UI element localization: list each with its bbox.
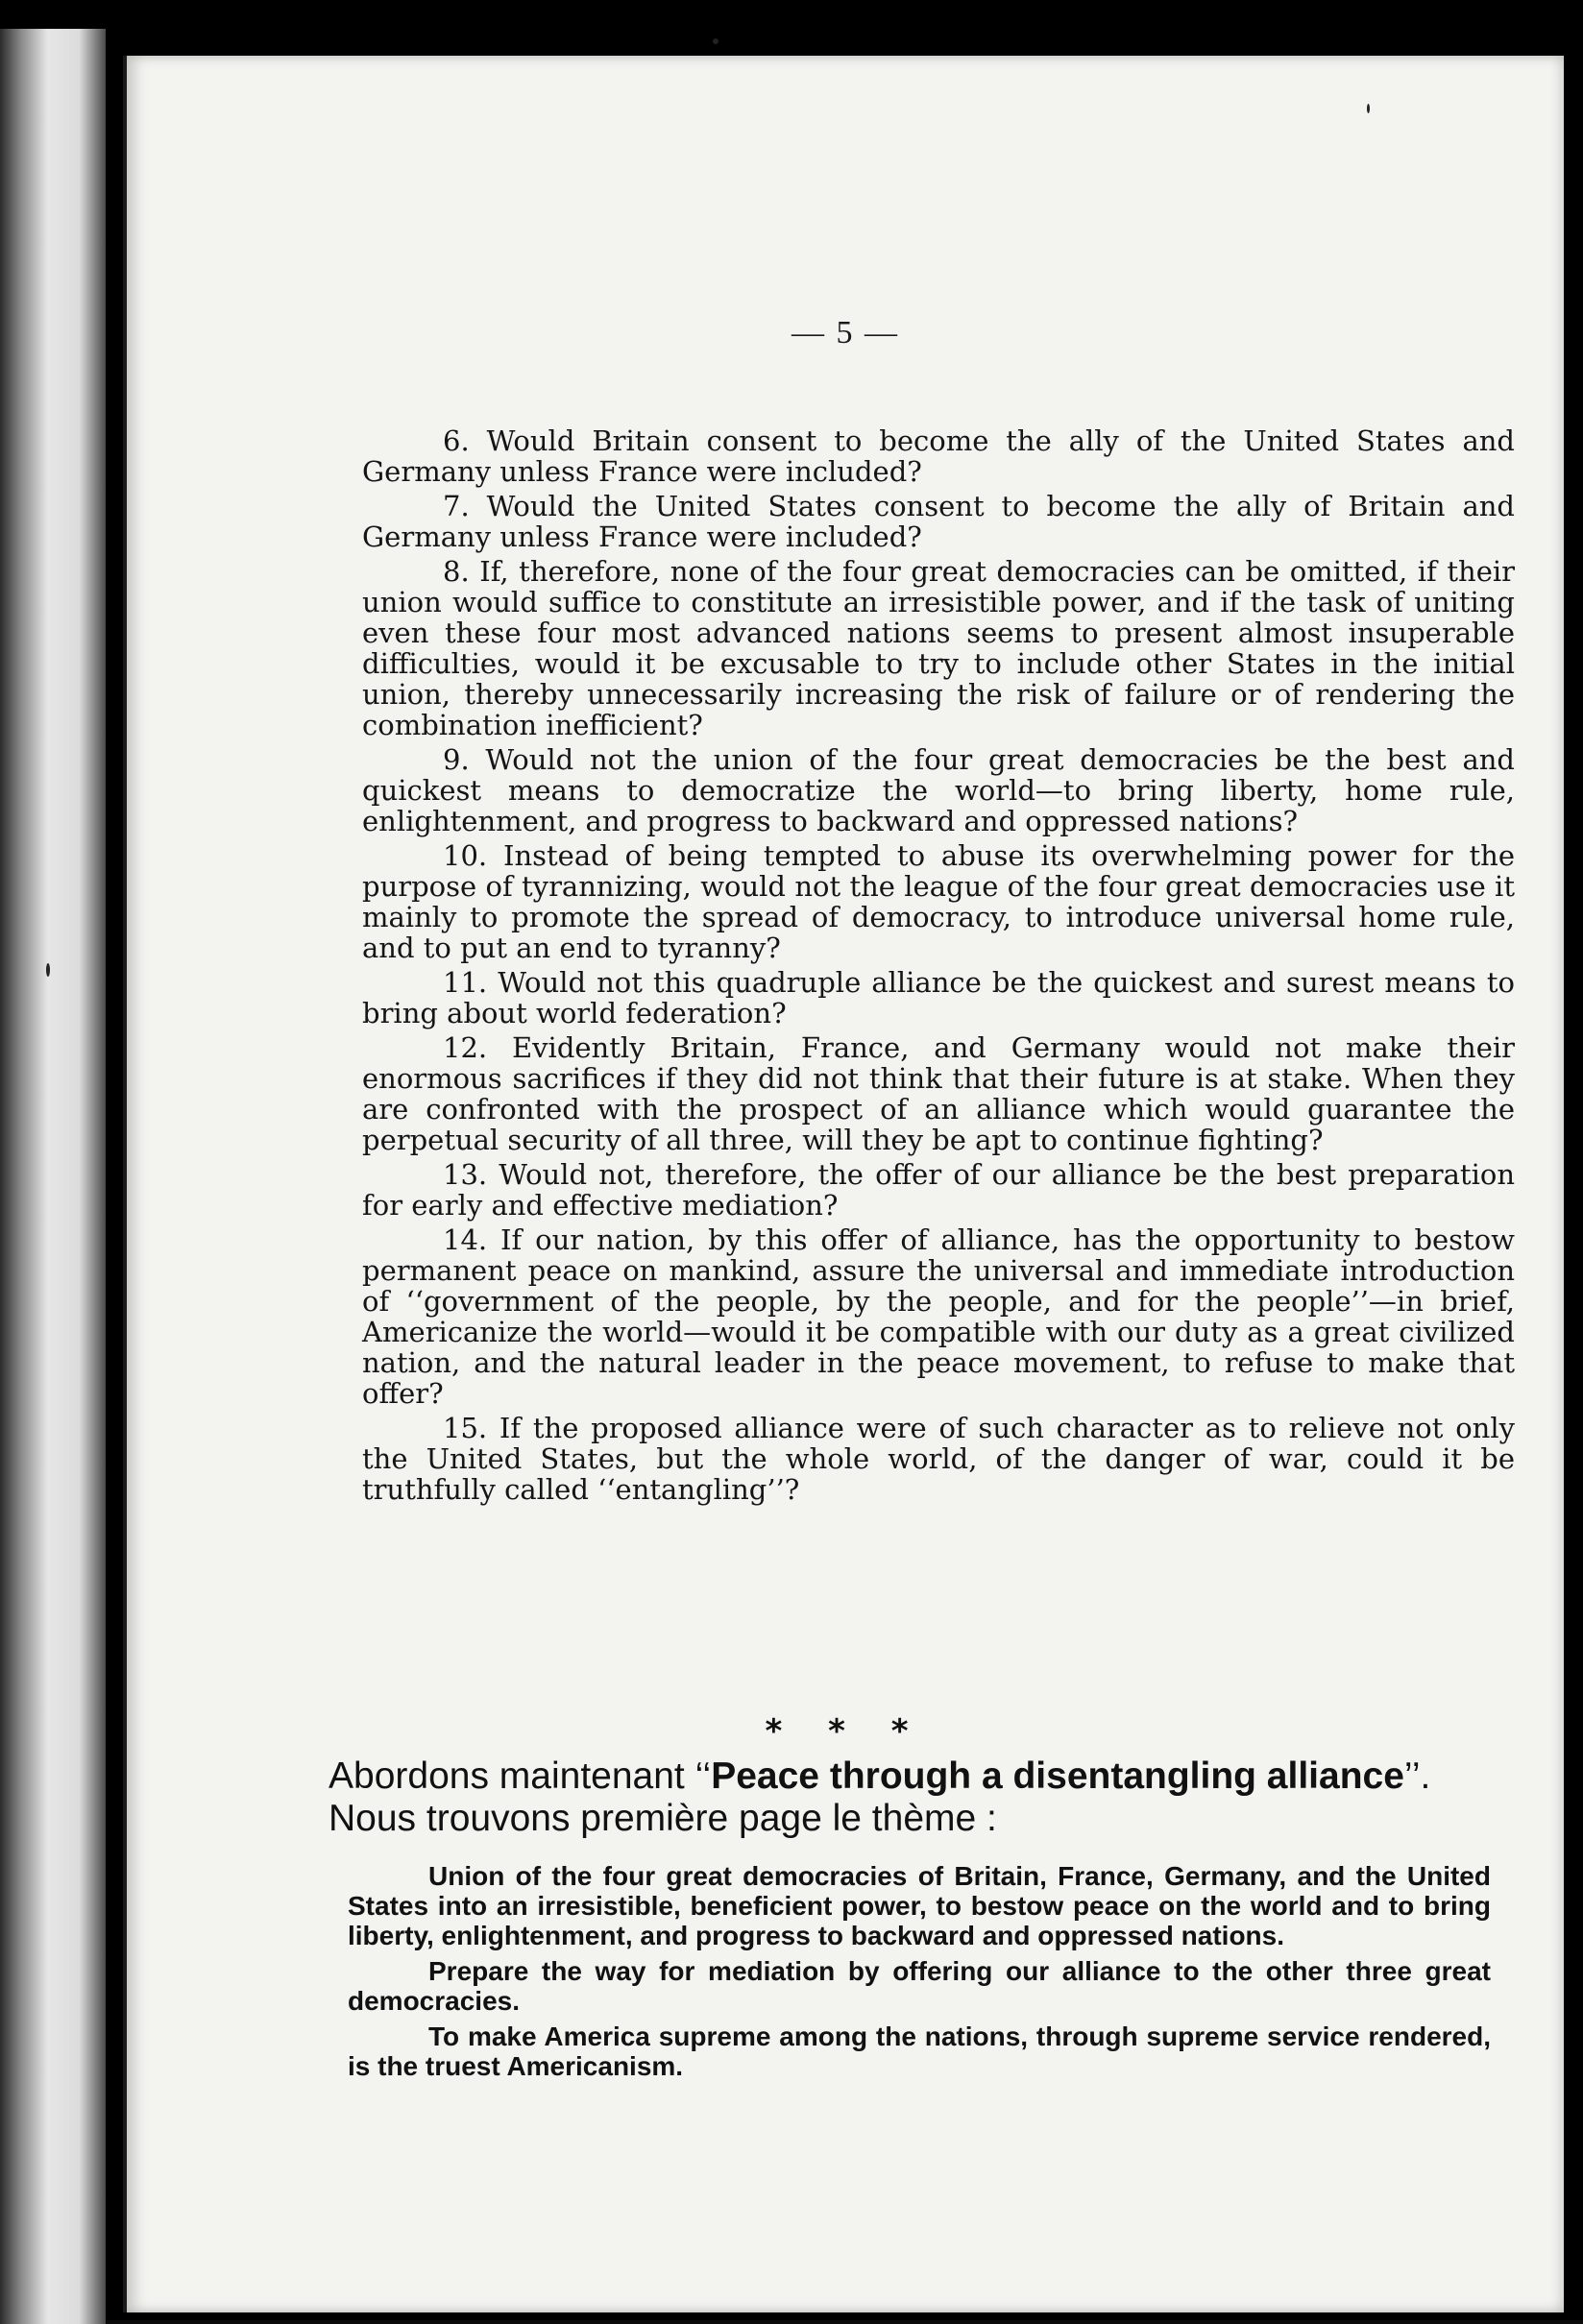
question-9: 9. Would not the union of the four great democracies be the best and quickest means to democratize the world—to bring liberty, home rule, enlightenment, and progress to backward and oppressed nations? [362, 743, 1515, 837]
document-page [123, 56, 1564, 2312]
theme-block [348, 1861, 1491, 2087]
theme-paragraph-1: Union of the four great democracies of Britain, France, Germany, and the United States into an irresistible, beneficient power, to bestow peace on the world and to bring liberty, enlightenment, and progress to backward and oppressed nations. [348, 1861, 1491, 1950]
intro-prefix: Abordons maintenant ‘‘ [329, 1755, 712, 1797]
question-13: 13. Would not, therefore, the offer of our alliance be the best preparation for early and effective mediation? [362, 1158, 1515, 1222]
scan-speck [1367, 104, 1370, 113]
intro-line-1 [329, 1755, 1539, 1798]
intro-title: Peace through a disentangling alliance [711, 1755, 1404, 1797]
page-number: — 5 — [792, 315, 899, 351]
question-10: 10. Instead of being tempted to abuse its overwhelming power for the purpose of tyrannizing, would not the league of the four great democracies use it mainly to promote the spread of democracy, to introduce universal home rule, and to put an end to tyranny? [362, 839, 1515, 964]
section-separator: * * * [765, 1712, 926, 1751]
intro-line-2: Nous trouvons première page le thème : [329, 1798, 997, 1839]
question-11: 11. Would not this quadruple alliance be the quickest and surest means to bring about world federation? [362, 966, 1515, 1029]
scan-speck [713, 38, 718, 44]
theme-paragraph-2: Prepare the way for mediation by offering our alliance to the other three great democracies. [348, 1956, 1491, 2016]
intro-suffix: ’’. [1403, 1755, 1431, 1797]
question-8: 8. If, therefore, none of the four great democracies can be omitted, if their union would suffice to constitute an irresistible power, and if the task of uniting even these four most advanced nations seems to present almost insuperable difficulties, would it be excusable to try to include other States in the initial union, thereby unnecessarily increasing the risk of failure or of rendering the combination inefficient? [362, 555, 1515, 741]
question-6: 6. Would Britain consent to become the ally of the United States and Germany unless France were included? [362, 424, 1515, 488]
question-14: 14. If our nation, by this offer of alliance, has the opportunity to bestow permanent peace on mankind, assure the universal and immediate introduction of ‘‘government of the people, by the people, and for the people’’—in brief, Americanize the world—would it be compatible with our duty as a great civilized nation, and the natural leader in the peace movement, to refuse to make that offer? [362, 1223, 1515, 1410]
question-12: 12. Evidently Britain, France, and Germany would not make their enormous sacrifices if they did not think that their future is at stake. When they are confronted with the prospect of an alliance which would guarantee the perpetual security of all three, will they be apt to continue fighting? [362, 1031, 1515, 1156]
scan-speck [46, 963, 50, 977]
question-list [362, 425, 1515, 1509]
question-15: 15. If the proposed alliance were of such character as to relieve not only the United States, but the whole world, of the danger of war, could it be truthfully called ‘‘entangling’’? [362, 1412, 1515, 1506]
theme-paragraph-3: To make America supreme among the nations, through supreme service rendered, is the truest Americanism. [348, 2021, 1491, 2081]
question-7: 7. Would the United States consent to become the ally of Britain and Germany unless France were included? [362, 490, 1515, 553]
previous-page-edge [0, 29, 106, 2324]
intro-heading [329, 1755, 1539, 1840]
